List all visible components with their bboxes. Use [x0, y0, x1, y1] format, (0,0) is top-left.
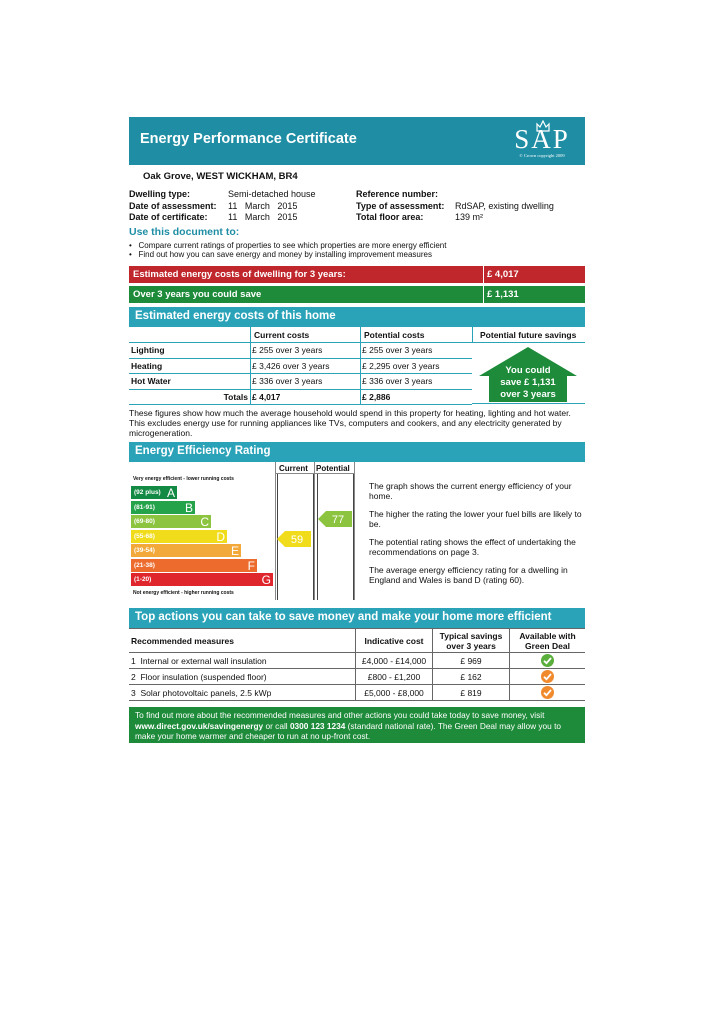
date-certificate-value: 11 March 2015: [228, 212, 298, 222]
estimated-cost-bar: [129, 266, 585, 283]
band-range: (81-91): [134, 503, 155, 511]
sap-copyright: © Crown copyright 2009: [519, 153, 565, 158]
crown-icon: [536, 120, 550, 132]
list-item: • Compare current ratings of properties to see which properties are more energy efficient: [129, 241, 447, 250]
band-letter: E: [230, 544, 239, 558]
rating-band-c: [131, 515, 211, 528]
could-save-value: £ 1,131: [487, 289, 519, 300]
assessment-type-value: RdSAP, existing dwelling: [455, 201, 554, 211]
certificate-header: [129, 117, 585, 165]
costs-note: These figures show how much the average household would spend in this property for heating, lighting and hot water. This excludes energy use for running appliances like TVs, computers and cookers, and any electricity generated by microgeneration.: [129, 408, 571, 438]
band-letter: A: [166, 486, 175, 500]
date-certificate-label: Date of certificate:: [129, 212, 208, 222]
potential-column-header: Potential: [316, 464, 350, 473]
green-deal-footer: To find out more about the recommended measures and other actions you could take today to save money, visit www.direct.gov.uk/savingenergy or call 0300 123 1234 (standard national rate). The Green Deal may allow you to make your home warmer and cheaper to run at no up-front cost.: [129, 707, 585, 743]
property-address: Oak Grove, WEST WICKHAM, BR4: [143, 171, 298, 182]
band-range: (55-68): [134, 532, 155, 540]
estimated-cost-label: Estimated energy costs of dwelling for 3 years:: [133, 269, 346, 280]
table-row: 1 Internal or external wall insulation £4,000 - £14,000 £ 969: [129, 653, 585, 669]
bullet-list: [129, 241, 446, 259]
date-assessment-value: 11 March 2015: [228, 201, 298, 211]
current-rating-value: 59: [290, 534, 304, 546]
reference-label: Reference number:: [356, 189, 439, 199]
green-deal-check-icon: [541, 654, 554, 667]
actions-section-heading: Top actions you can take to save money and make your home more efficient: [129, 608, 585, 628]
band-letter: B: [184, 500, 193, 515]
table-row: Heating £ 3,426 over 3 years £ 2,295 over 3 years: [129, 358, 472, 374]
rating-band-e: [131, 544, 241, 557]
totals-row: Totals £ 4,017 £ 2,886: [129, 389, 472, 405]
potential-rating-arrow: [318, 511, 352, 527]
rating-band-f: [131, 559, 257, 572]
table-row: 2 Floor insulation (suspended floor) £800 - £1,200 £ 162: [129, 669, 585, 685]
band-letter: F: [247, 558, 255, 573]
rating-band-b: [131, 501, 195, 514]
future-savings-header: Potential future savings: [480, 330, 577, 340]
current-rating-arrow: [277, 531, 311, 547]
green-deal-check-icon: [541, 686, 554, 699]
rating-chart: [129, 462, 355, 600]
phone-number: 0300 123 1234: [289, 720, 346, 731]
savingenergy-link[interactable]: www.direct.gov.uk/savingenergy: [135, 720, 264, 731]
rating-band-d: [131, 530, 227, 543]
use-document-heading: Use this document to:: [129, 226, 240, 238]
sap-logo-text: SAP: [514, 124, 570, 154]
list-item: • Find out how you can save energy and money by installing improvement measures: [129, 250, 432, 259]
could-save-label: Over 3 years you could save: [133, 289, 262, 300]
potential-costs-header: Potential costs: [364, 330, 425, 340]
assessment-type-label: Type of assessment:: [356, 201, 445, 211]
inefficient-label: Not energy efficient - higher running costs: [133, 590, 234, 596]
rating-section-heading: Energy Efficiency Rating: [129, 442, 585, 462]
band-range: (1-20): [134, 576, 152, 583]
dwelling-type-value: Semi-detached house: [228, 189, 316, 199]
costs-table: [129, 343, 472, 405]
rating-explanation: The graph shows the current energy efficiency of your home. The higher the rating the lower your fuel bills are likely to be. The potential rating shows the effect of undertaking the recommendations on page 3. The average energy efficiency rating for a dwelling in England and Wales is band D (rating 60).: [369, 481, 582, 585]
table-row: Hot Water £ 336 over 3 years £ 336 over 3 years: [129, 374, 472, 390]
costs-section-heading: Estimated energy costs of this home: [129, 307, 585, 327]
estimated-cost-value: £ 4,017: [487, 269, 519, 280]
sap-logo: [507, 120, 577, 162]
band-range: (69-80): [134, 518, 155, 525]
current-column-header: Current: [279, 464, 308, 473]
savings-callout: You could save £ 1,131 over 3 years: [500, 365, 556, 400]
potential-rating-value: 77: [331, 514, 345, 526]
rating-band-g: [131, 573, 273, 586]
floor-area-label: Total floor area:: [356, 212, 424, 222]
band-range: (92 plus): [134, 489, 161, 496]
band-letter: G: [261, 573, 271, 587]
rating-band-a: [131, 486, 177, 499]
table-row: 3 Solar photovoltaic panels, 2.5 kWp £5,000 - £8,000 £ 819: [129, 685, 585, 701]
band-range: (21-38): [134, 561, 155, 569]
date-assessment-label: Date of assessment:: [129, 201, 217, 211]
actions-table: [129, 628, 585, 701]
floor-area-value: 139 m²: [455, 212, 484, 222]
table-header-row: Recommended measures Indicative cost Typical savings over 3 years Available with Green Deal: [129, 629, 585, 653]
band-letter: C: [200, 515, 209, 529]
efficient-label: Very energy efficient - lower running costs: [133, 476, 234, 482]
page-title: Energy Performance Certificate: [140, 131, 357, 147]
dwelling-type-label: Dwelling type:: [129, 189, 191, 199]
band-letter: D: [216, 529, 225, 544]
green-deal-check-icon: [541, 670, 554, 683]
table-row: Lighting £ 255 over 3 years £ 255 over 3 years: [129, 343, 472, 358]
band-range: (39-54): [134, 547, 155, 554]
current-costs-header: Current costs: [254, 330, 310, 340]
could-save-bar: [129, 286, 585, 303]
